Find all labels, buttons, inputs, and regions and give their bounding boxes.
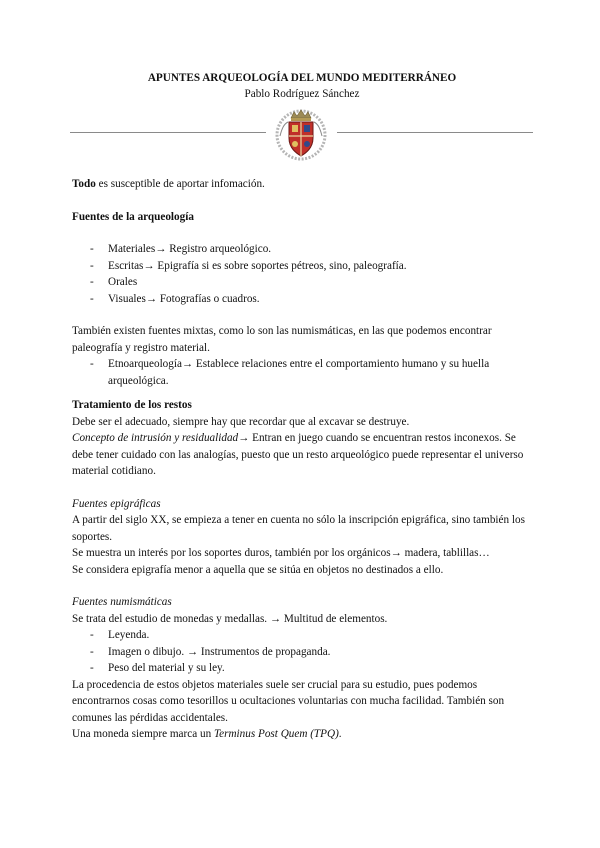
intro-bold-word: Todo [72,178,96,190]
list-item: - Etnoarqueología→ Establece relaciones entre el comportamiento humano y su huella arqueológica. [72,356,532,389]
concepto-term: Concepto de intrusión y residualidad [72,432,239,444]
header-divider [72,104,532,168]
list-item: - Leyenda. [72,627,532,644]
divider-line-left [70,132,266,133]
concepto-paragraph [72,430,532,480]
section-heading-numismaticas: Fuentes numismáticas [72,596,172,608]
tpq-term: Terminus Post Quem (TPQ) [213,728,339,740]
list-item: - Imagen o dibujo. → Instrumentos de propaganda. [72,644,532,661]
list-item: - Peso del material y su ley. [72,660,532,677]
etno-list [72,356,532,389]
tpq-text-before: Una moneda siempre marca un [72,728,214,740]
epigraficas-paragraph-2: Se muestra un interés por los soportes duros, también por los orgánicos→ madera, tablillas… [72,547,490,559]
numismaticas-list [72,627,532,677]
list-item: - Escritas→ Epigrafía si es sobre soportes pétreos, sino, paleografía. [72,258,532,275]
fuentes-mixtas-paragraph: También existen fuentes mixtas, como lo son las numismáticas, en las que podemos encontrar paleografía y registro material. [72,325,492,354]
list-item: - Materiales→ Registro arqueológico. [72,241,532,258]
divider-line-right [337,132,533,133]
numismaticas-paragraph-2: La procedencia de estos objetos materiales suele ser crucial para su estudio, pues podemos encontrarnos cosas como tesorillos u ocultaciones voluntarias con mucha facilidad. También son comunes las pérdidas accidentales. [72,678,505,724]
intro-text: es susceptible de aportar infomación. [95,178,265,190]
fuentes-list [72,241,532,307]
concepto-text: → Entran en juego cuando se encuentran restos inconexos. Se debe tener cuidado con las analogías, puesto que un resto arqueológico puede representar el universo material cotidiano. [72,432,524,477]
document-title: APUNTES ARQUEOLOGÍA DEL MUNDO MEDITERRÁNEO [147,72,457,84]
section-heading-tratamiento: Tratamiento de los restos [72,399,192,411]
intro-paragraph [72,176,532,193]
university-crest-icon [272,106,330,162]
numismaticas-paragraph-1: Se trata del estudio de monedas y medallas. → Multitud de elementos. [72,612,388,625]
epigraficas-paragraph-1: A partir del siglo XX, se empieza a tener en cuenta no sólo la inscripción epigráfica, sino también los soportes. [72,514,525,543]
tratamiento-paragraph: Debe ser el adecuado, siempre hay que recordar que al excavar se destruye. [72,415,410,428]
section-heading-fuentes: Fuentes de la arqueología [72,210,194,223]
section-heading-epigraficas: Fuentes epigráficas [72,497,161,510]
tpq-paragraph [72,726,532,743]
epigraficas-paragraph-3: Se considera epigrafía menor a aquella que se sitúa en objetos no destinados a ello. [72,563,444,576]
list-item: - Orales [72,274,532,291]
document-page [72,70,532,743]
document-author: Pablo Rodríguez Sánchez [244,88,360,100]
tpq-text-after: . [338,728,342,740]
list-item: - Visuales→ Fotografías o cuadros. [72,291,532,308]
